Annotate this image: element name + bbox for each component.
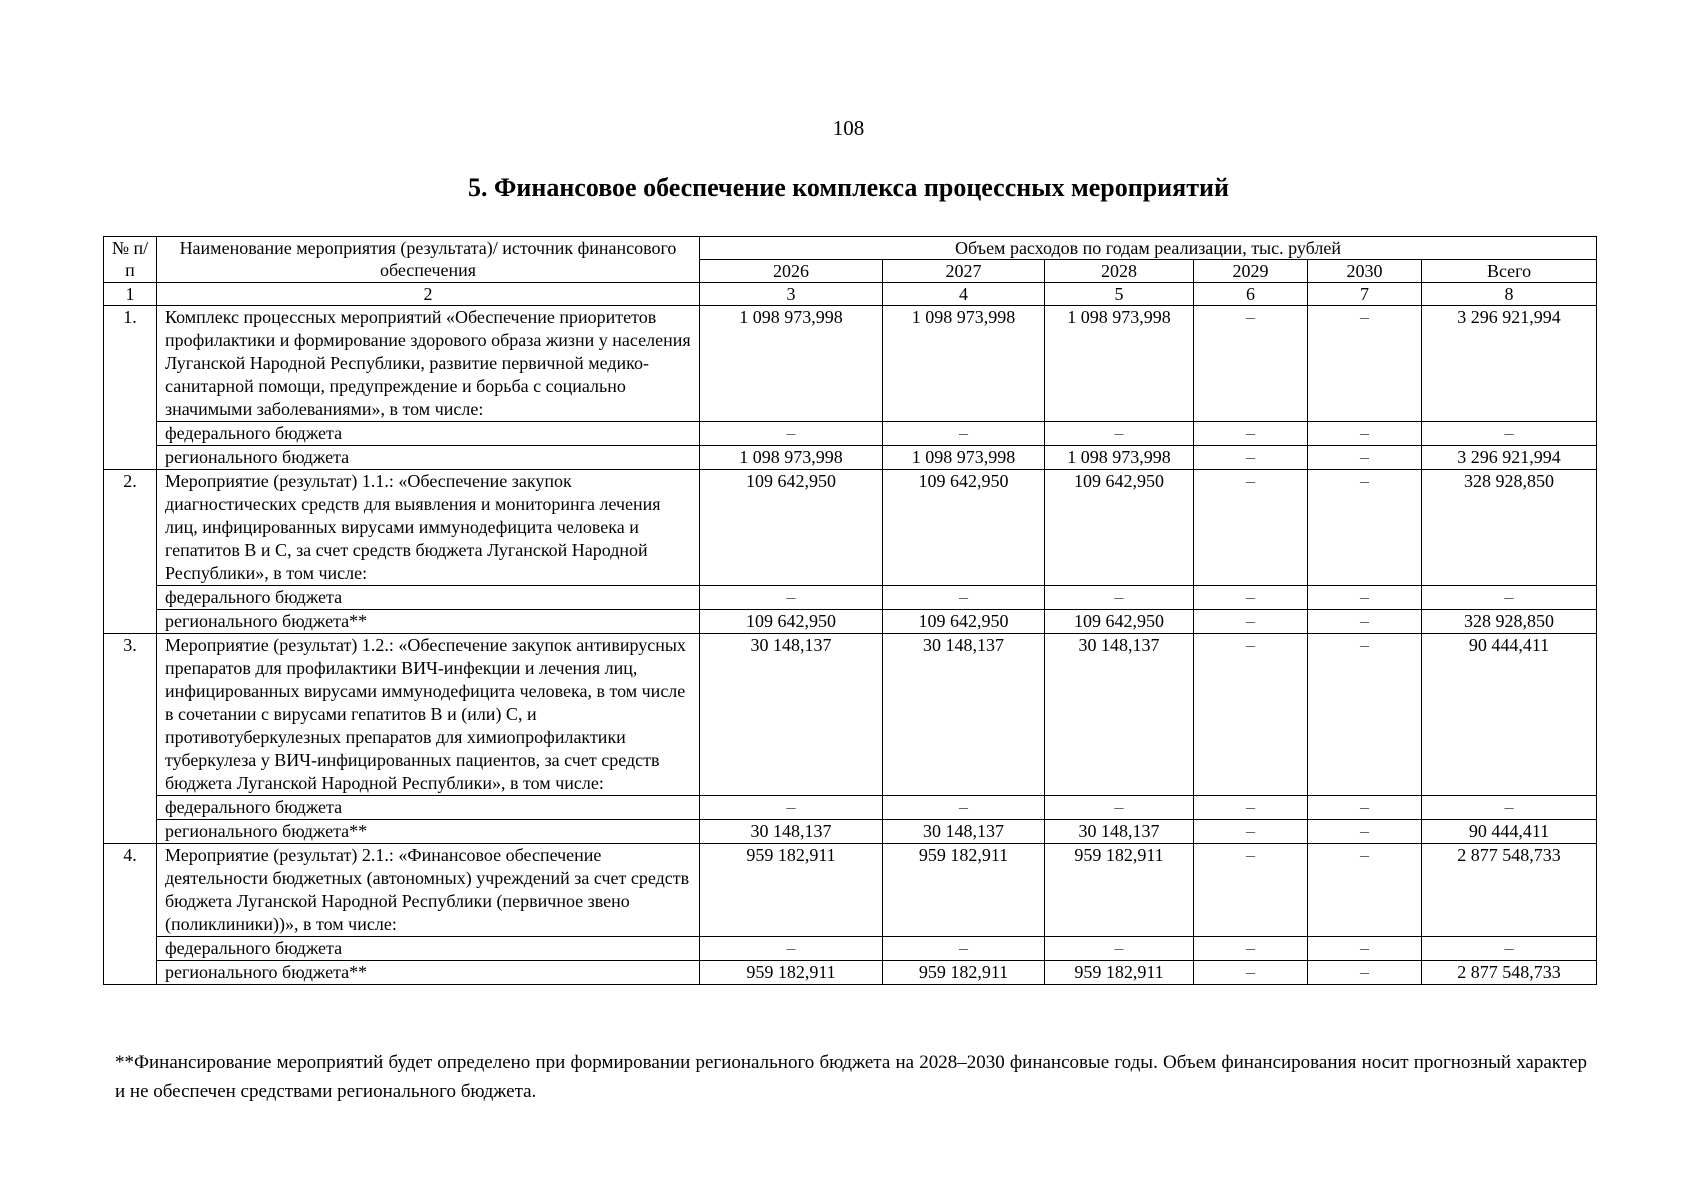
value-cell: – (1308, 422, 1422, 446)
table-row-federal (104, 796, 1597, 820)
value-cell: 959 182,911 (700, 961, 883, 985)
header-number: № п/п (104, 237, 157, 283)
table-row (104, 306, 1597, 422)
value-cell: 3 296 921,994 (1422, 306, 1597, 422)
source-label: регионального бюджета** (157, 610, 700, 634)
row-number: 1. (104, 306, 157, 470)
value-cell: – (1422, 796, 1597, 820)
value-cell: – (1045, 937, 1194, 961)
value-cell: – (1308, 937, 1422, 961)
table-row-regional (104, 610, 1597, 634)
activity-name: Мероприятие (результат) 1.1.: «Обеспечение закупок диагностических средств для выявления и мониторинга лечения лиц, инфицированных вирусами иммунодефицита человека и гепатитов В и С, за счет средств бюджета Луганской Народной Республики», в том числе: (157, 470, 700, 586)
source-label: федерального бюджета (157, 937, 700, 961)
value-cell: 2 877 548,733 (1422, 844, 1597, 937)
financing-table (103, 236, 1597, 985)
footnote: **Финансирование мероприятий будет определено при формировании регионального бюджета на 2028–2030 финансовые годы. Объем финансирования носит прогнозный характер и не обеспечен средствами регионального бюджета. (115, 1052, 1587, 1102)
value-cell: – (1422, 422, 1597, 446)
row-number: 4. (104, 844, 157, 985)
value-cell: 90 444,411 (1422, 820, 1597, 844)
value-cell: – (883, 586, 1045, 610)
activity-name: Комплекс процессных мероприятий «Обеспечение приоритетов профилактики и формирование здорового образа жизни у населения Луганской Народной Республики, развитие первичной медико-санитарной помощи, предупреждение и борьба с социально значимыми заболеваниями», в том числе: (157, 306, 700, 422)
value-cell: 959 182,911 (883, 844, 1045, 937)
value-cell: 1 098 973,998 (1045, 306, 1194, 422)
value-cell: – (1045, 586, 1194, 610)
value-cell: – (1308, 306, 1422, 422)
header-year: 2027 (883, 260, 1045, 283)
activity-name: Мероприятие (результат) 1.2.: «Обеспечение закупок антивирусных препаратов для профилактики ВИЧ-инфекции и лечения лиц, инфицированных вирусами иммунодефицита человека, в том числе в сочетании с вирусами гепатитов В и (или) С, и противотуберкулезных препаратов для химиопрофилактики туберкулеза у ВИЧ-инфицированных пациентов, за счет средств бюджета Луганской Народной Республики», в том числе: (157, 634, 700, 796)
row-number: 2. (104, 470, 157, 634)
source-label: регионального бюджета** (157, 961, 700, 985)
value-cell: – (700, 937, 883, 961)
value-cell: – (1194, 796, 1308, 820)
value-cell: 109 642,950 (700, 610, 883, 634)
value-cell: 30 148,137 (883, 634, 1045, 796)
value-cell: 109 642,950 (883, 470, 1045, 586)
table-body (104, 306, 1597, 985)
value-cell: – (1194, 610, 1308, 634)
value-cell: – (1308, 820, 1422, 844)
index-cell: 3 (700, 283, 883, 306)
index-cell: 4 (883, 283, 1045, 306)
table-row-regional (104, 961, 1597, 985)
index-cell: 6 (1194, 283, 1308, 306)
row-number: 3. (104, 634, 157, 844)
index-cell: 2 (157, 283, 700, 306)
value-cell: – (1308, 961, 1422, 985)
value-cell: 1 098 973,998 (700, 446, 883, 470)
index-cell: 7 (1308, 283, 1422, 306)
value-cell: – (1194, 306, 1308, 422)
header-total: Всего (1422, 260, 1597, 283)
value-cell: – (1422, 586, 1597, 610)
section-title: 5. Финансовое обеспечение комплекса процессных мероприятий (468, 173, 1229, 202)
value-cell: 30 148,137 (700, 634, 883, 796)
value-cell: 959 182,911 (1045, 844, 1194, 937)
value-cell: 1 098 973,998 (700, 306, 883, 422)
value-cell: 1 098 973,998 (883, 306, 1045, 422)
table-row-federal (104, 937, 1597, 961)
value-cell: 109 642,950 (1045, 470, 1194, 586)
value-cell: 328 928,850 (1422, 470, 1597, 586)
value-cell: 109 642,950 (883, 610, 1045, 634)
value-cell: 109 642,950 (700, 470, 883, 586)
value-cell: 3 296 921,994 (1422, 446, 1597, 470)
value-cell: – (1308, 470, 1422, 586)
table-row-regional (104, 820, 1597, 844)
value-cell: – (1308, 610, 1422, 634)
value-cell: 90 444,411 (1422, 634, 1597, 796)
value-cell: – (1194, 961, 1308, 985)
source-label: регионального бюджета (157, 446, 700, 470)
index-cell: 5 (1045, 283, 1194, 306)
value-cell: – (1194, 937, 1308, 961)
value-cell: 30 148,137 (700, 820, 883, 844)
value-cell: – (1194, 446, 1308, 470)
value-cell: 959 182,911 (883, 961, 1045, 985)
table-row (104, 634, 1597, 796)
table-row (104, 844, 1597, 937)
value-cell: 1 098 973,998 (883, 446, 1045, 470)
value-cell: 2 877 548,733 (1422, 961, 1597, 985)
value-cell: – (1045, 796, 1194, 820)
value-cell: – (1194, 586, 1308, 610)
value-cell: – (1422, 937, 1597, 961)
value-cell: – (1194, 422, 1308, 446)
index-cell: 1 (104, 283, 157, 306)
value-cell: – (1194, 844, 1308, 937)
header-year: 2030 (1308, 260, 1422, 283)
value-cell: – (883, 796, 1045, 820)
source-label: федерального бюджета (157, 796, 700, 820)
value-cell: – (1308, 446, 1422, 470)
table-row-federal (104, 422, 1597, 446)
table-row-regional (104, 446, 1597, 470)
value-cell: 959 182,911 (1045, 961, 1194, 985)
header-name: Наименование мероприятия (результата)/ источник финансового обеспечения (157, 237, 700, 283)
value-cell: 1 098 973,998 (1045, 446, 1194, 470)
value-cell: – (883, 422, 1045, 446)
source-label: федерального бюджета (157, 586, 700, 610)
page-number: 108 (832, 116, 865, 140)
source-label: регионального бюджета** (157, 820, 700, 844)
header-year: 2026 (700, 260, 883, 283)
value-cell: – (1308, 796, 1422, 820)
value-cell: – (1045, 422, 1194, 446)
value-cell: – (1308, 844, 1422, 937)
value-cell: – (700, 586, 883, 610)
value-cell: 30 148,137 (1045, 820, 1194, 844)
value-cell: – (1194, 820, 1308, 844)
value-cell: 30 148,137 (883, 820, 1045, 844)
value-cell: 30 148,137 (1045, 634, 1194, 796)
table-row (104, 470, 1597, 586)
value-cell: – (883, 937, 1045, 961)
header-year: 2028 (1045, 260, 1194, 283)
value-cell: – (1308, 586, 1422, 610)
value-cell: – (700, 422, 883, 446)
value-cell: – (1308, 634, 1422, 796)
source-label: федерального бюджета (157, 422, 700, 446)
value-cell: 109 642,950 (1045, 610, 1194, 634)
value-cell: 328 928,850 (1422, 610, 1597, 634)
value-cell: 959 182,911 (700, 844, 883, 937)
activity-name: Мероприятие (результат) 2.1.: «Финансовое обеспечение деятельности бюджетных (автономных) учреждений за счет средств бюджета Луганской Народной Республики (первичное звено (поликлиники))», в том числе: (157, 844, 700, 937)
value-cell: – (1194, 470, 1308, 586)
table-row-federal (104, 586, 1597, 610)
value-cell: – (1194, 634, 1308, 796)
header-year: 2029 (1194, 260, 1308, 283)
index-cell: 8 (1422, 283, 1597, 306)
value-cell: – (700, 796, 883, 820)
header-volume: Объем расходов по годам реализации, тыс. рублей (700, 237, 1597, 260)
